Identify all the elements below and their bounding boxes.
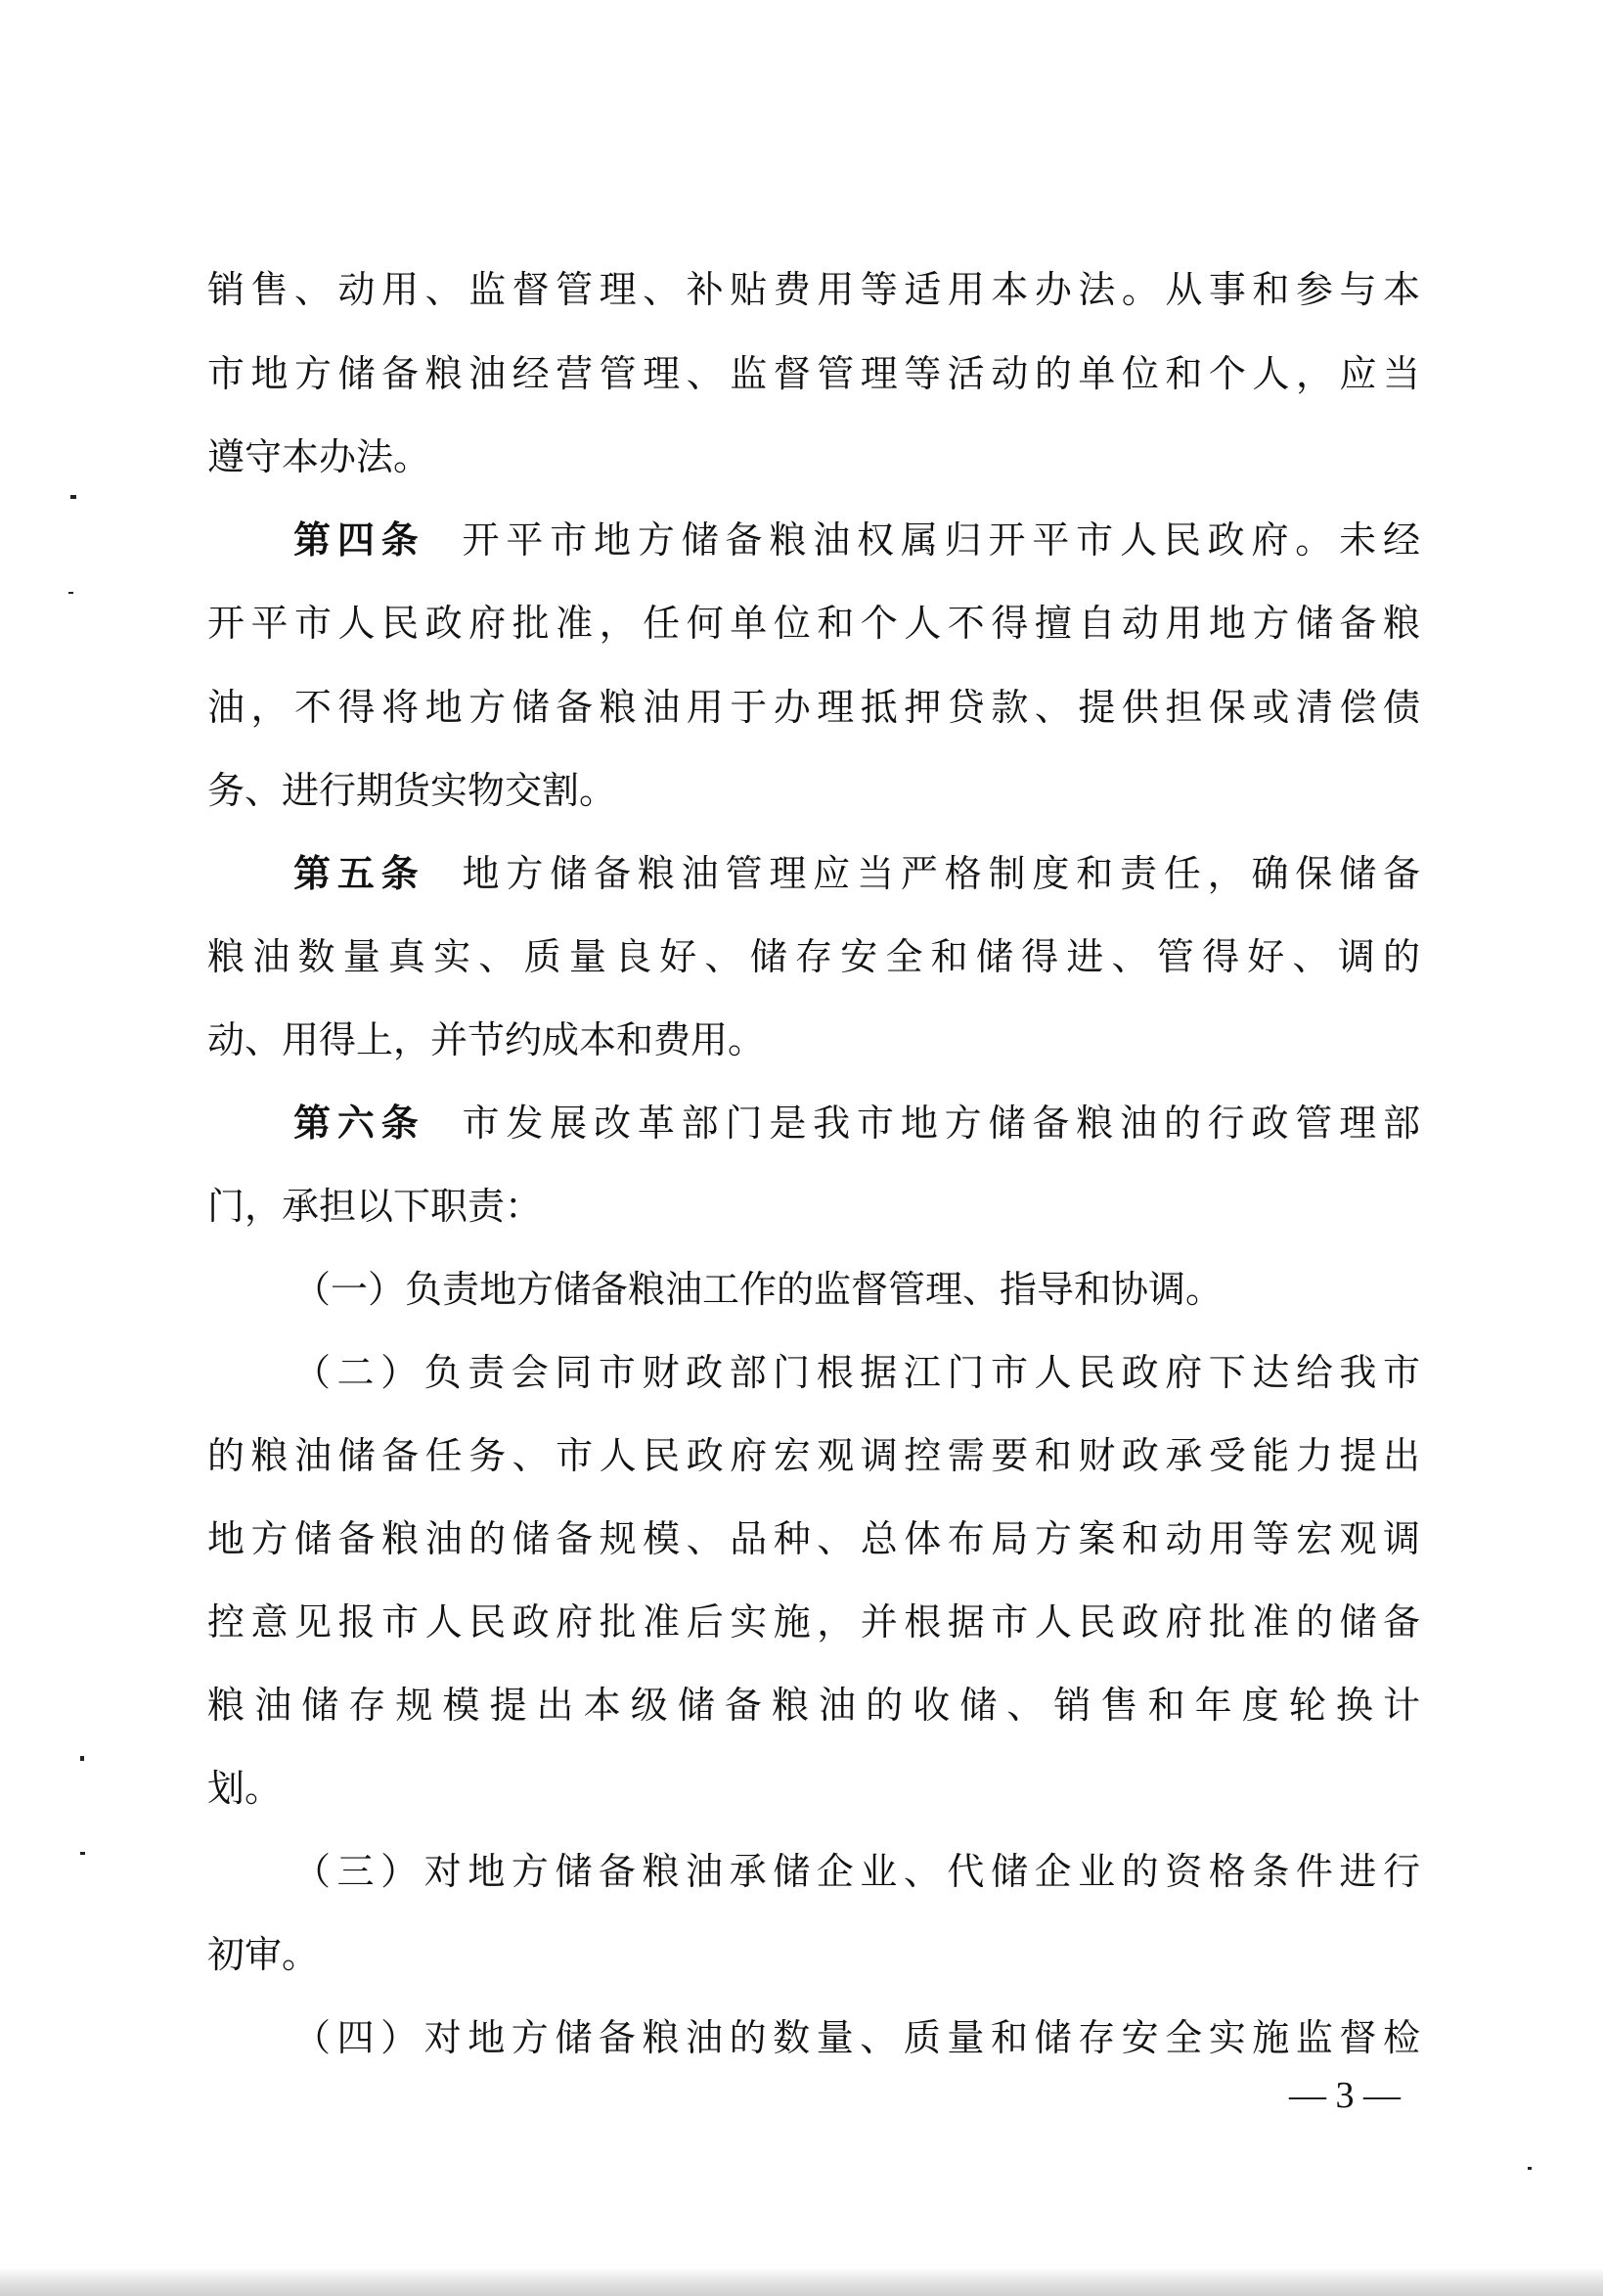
body-line-15: 的粮油储备任务、市人民政府宏观调控需要和财政承受能力提出 <box>207 1434 1420 1477</box>
page-number: — 3 — <box>1289 2075 1401 2116</box>
article-6-heading: 第六条 <box>293 1101 425 1145</box>
article-6-text: 市发展改革部门是我市地方储备粮油的行政管理部 <box>462 1102 1420 1145</box>
body-line-17: 控意见报市人民政府批准后实施，并根据市人民政府批准的储备 <box>207 1600 1420 1643</box>
body-line-6: 油，不得将地方储备粮油用于办理抵押贷款、提供担保或清偿债 <box>207 686 1420 729</box>
scan-speck <box>1528 2167 1532 2170</box>
article-4-text: 开平市地方储备粮油权属归开平市人民政府。未经 <box>462 518 1420 562</box>
article-4-line-1 <box>293 518 1420 563</box>
body-line-19: 划。 <box>207 1767 283 1810</box>
body-line-2: 市地方储备粮油经营管理、监督管理等活动的单位和个人，应当 <box>207 352 1420 395</box>
item-3-line-1: （三）对地方储备粮油承储企业、代储企业的资格条件进行 <box>293 1850 1420 1893</box>
body-line-18: 粮油储存规模提出本级储备粮油的收储、销售和年度轮换计 <box>207 1684 1420 1727</box>
article-4-heading: 第四条 <box>293 518 425 562</box>
scan-bottom-edge <box>0 2268 1603 2296</box>
article-5-heading: 第五条 <box>293 851 425 895</box>
article-5-text: 地方储备粮油管理应当严格制度和责任，确保储备 <box>462 852 1420 895</box>
scan-speck <box>80 1852 85 1855</box>
article-6-line-1 <box>293 1102 1420 1147</box>
body-line-9: 粮油数量真实、质量良好、储存安全和储得进、管得好、调的 <box>207 935 1420 978</box>
item-1-line: （一）负责地方储备粮油工作的监督管理、指导和协调。 <box>293 1268 1224 1311</box>
body-line-21: 初审。 <box>207 1933 320 1976</box>
body-line-1: 销售、动用、监督管理、补贴费用等适用本办法。从事和参与本 <box>207 268 1420 311</box>
item-2-line-1: （二）负责会同市财政部门根据江门市人民政府下达给我市 <box>293 1351 1420 1394</box>
body-line-7: 务、进行期货实物交割。 <box>207 769 617 812</box>
item-4-line-1: （四）对地方储备粮油的数量、质量和储存安全实施监督检 <box>293 2016 1420 2059</box>
scan-speck <box>80 1756 84 1761</box>
body-line-12: 门，承担以下职责： <box>207 1185 543 1228</box>
body-line-16: 地方储备粮油的储备规模、品种、总体布局方案和动用等宏观调 <box>207 1517 1420 1560</box>
body-line-10: 动、用得上，并节约成本和费用。 <box>207 1018 766 1061</box>
body-line-5: 开平市人民政府批准，任何单位和个人不得擅自动用地方储备粮 <box>207 602 1420 645</box>
scan-speck <box>70 495 76 499</box>
scan-speck <box>68 592 73 594</box>
body-line-3: 遵守本办法。 <box>207 435 431 478</box>
article-5-line-1 <box>293 852 1420 897</box>
